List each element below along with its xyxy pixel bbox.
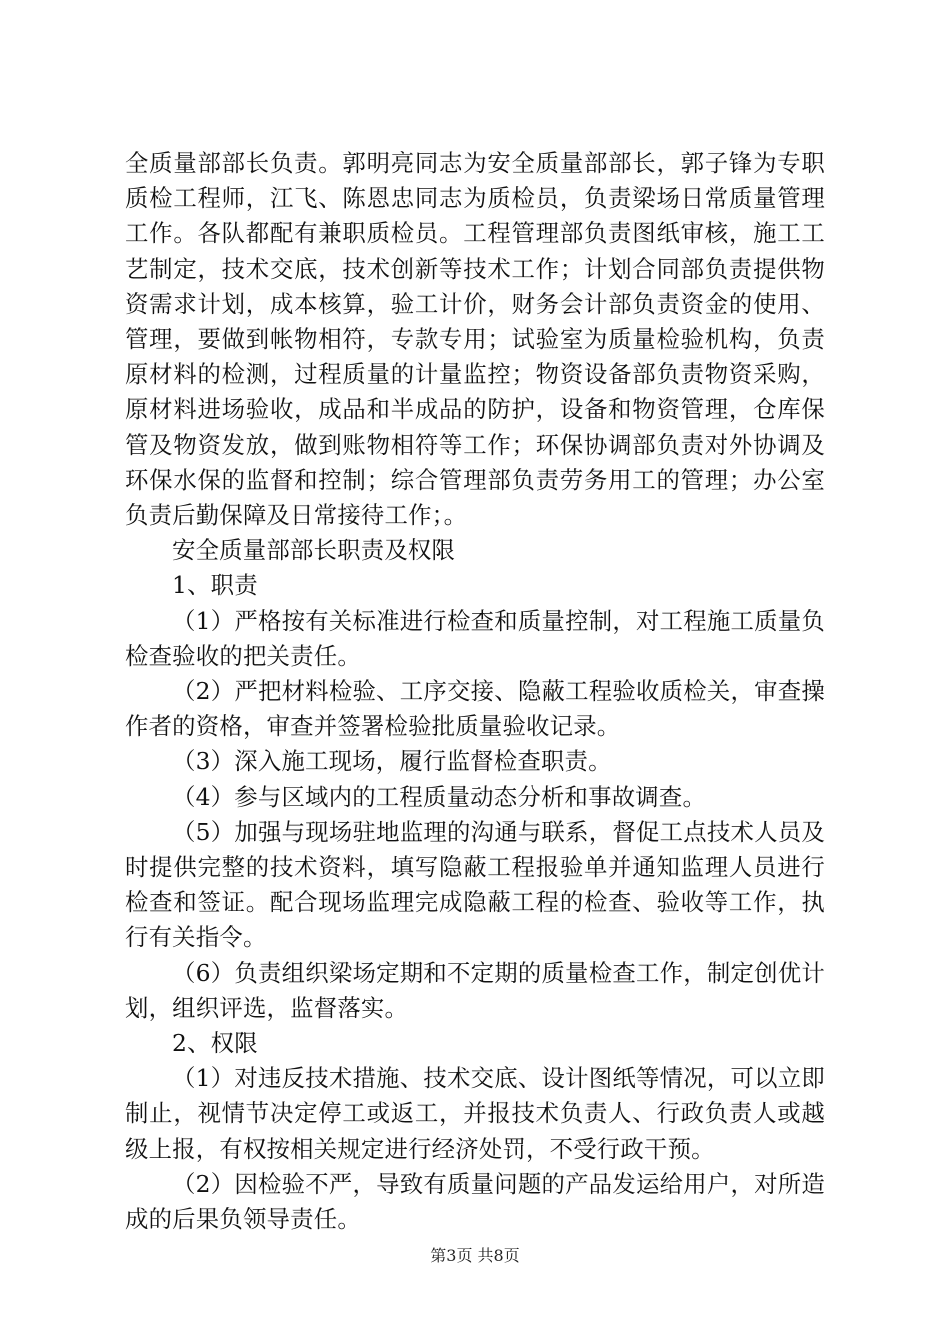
duty-item-2: （2）严把材料检验、工序交接、隐蔽工程验收质检关，审查操作者的资格，审查并签署检验批质量验收记录。 (125, 677, 825, 741)
subheading-authority: 2、权限 (172, 1029, 258, 1058)
page-number-footer: 第3页 共8页 (430, 1246, 520, 1265)
duty-item-3: （3）深入施工现场，履行监督检查职责。 (172, 747, 612, 776)
duty-item-6: （6）负责组织梁场定期和不定期的质量检查工作，制定创优计划，组织评选，监督落实。 (125, 958, 825, 1022)
duty-item-1: （1）严格按有关标准进行检查和质量控制，对工程施工质量负检查验收的把关责任。 (125, 606, 825, 670)
paragraph-department-duties: 全质量部部长负责。郭明亮同志为安全质量部部长，郭子锋为专职质检工程师，江飞、陈恩忠同志为质检员，负责梁场日常质量管理工作。各队都配有兼职质检员。工程管理部负责图纸审核，施工工艺制定，技术交底，技术创新等技术工作；计划合同部负责提供物资需求计划，成本核算，验工计价，财务会计部负责资金的使用、管理，要做到帐物相符，专款专用；试验室为质量检验机构，负责原材料的检测，过程质量的计量监控；物资设备部负责物资采购，原材料进场验收，成品和半成品的防护，设备和物资管理，仓库保管及物资发放，做到账物相符等工作；环保协调部负责对外协调及环保水保的监督和控制；综合管理部负责劳务用工的管理；办公室负责后勤保障及日常接待工作；。 (125, 149, 825, 530)
section-heading-safety-quality-head: 安全质量部部长职责及权限 (172, 536, 456, 565)
authority-item-1: （1）对违反技术措施、技术交底、设计图纸等情况，可以立即制止，视情节决定停工或返工，并报技术负责人、行政负责人或越级上报，有权按相关规定进行经济处罚，不受行政干预。 (125, 1064, 825, 1163)
duty-item-4: （4）参与区域内的工程质量动态分析和事故调查。 (172, 782, 707, 811)
duty-item-5: （5）加强与现场驻地监理的沟通与联系，督促工点技术人员及时提供完整的技术资料，填写隐蔽工程报验单并通知监理人员进行检查和签证。配合现场监理完成隐蔽工程的检查、验收等工作，执行有关指令。 (125, 817, 825, 952)
subheading-duties: 1、职责 (172, 571, 258, 600)
document-body (125, 146, 825, 1237)
authority-item-2: （2）因检验不严，导致有质量问题的产品发运给用户，对所造成的后果负领导责任。 (125, 1169, 825, 1234)
